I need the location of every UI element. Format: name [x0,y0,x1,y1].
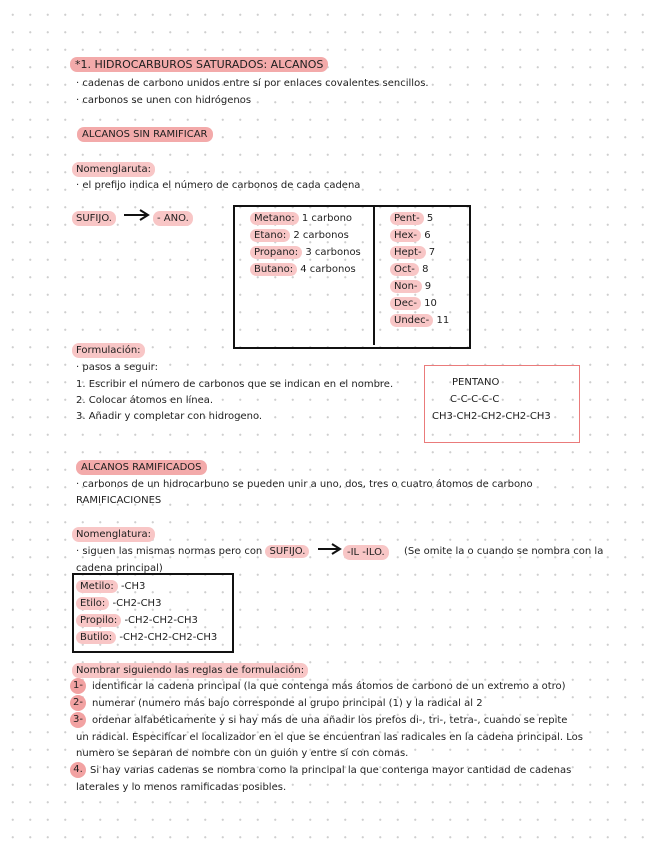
nomenclature-rule-note: (Se omite la o cuando se nombra con la [404,546,604,557]
radical-row: Etilo: -CH2-CH3 [76,597,161,610]
table-row: Non- 9 [390,280,431,293]
table-row: Hept- 7 [390,246,435,259]
reglas-label: Nombrar siguiendo las reglas de formulación: [72,663,308,678]
rule-line: un radical. Especificar el localizador en el que se encuentran las radicales en la cadena principal. Los [76,732,583,743]
nomenclature-label-2: Nomenglatura: [72,527,155,542]
arrow-right-icon [316,542,344,556]
intro-line-2: · carbonos se unen con hidrógenos [76,95,252,106]
rule-line: numerar (numero más bajo corresponde al grupo principal (1) y la radical al 2 [92,698,483,709]
rule-line: laterales y lo menos ramificadas posibles. [76,782,287,793]
table-row: Dec- 10 [390,297,437,310]
formulacion-label: Formulación: [72,343,145,358]
rule-line: Si hay varias cadenas se nombra como la principal la que contenga mayor cantidad de cadenas [90,765,572,776]
nomenclature-rule-value: -IL -ILO. [343,545,389,560]
arrow-right-icon [122,208,152,222]
table-row: Undec- 11 [390,314,449,327]
intro-line-1: · cadenas de carbono unidos entre sí por enlaces covalentes sencillos. [76,78,429,89]
nomenclature-rule-note-2: cadena principal) [76,563,163,574]
table-row: Oct- 8 [390,263,428,276]
page-title: *1. HIDROCARBUROS SATURADOS: ALCANOS [70,57,328,72]
heading-ramificados: ALCANOS RAMIFICADOS [76,460,207,475]
suffix-label: SUFIJO. [72,211,116,226]
formulacion-step: 2. Colocar átomos en línea. [76,395,214,406]
table-row: Butano: 4 carbonos [250,263,356,276]
radical-row: Butilo: -CH2-CH2-CH2-CH3 [76,631,217,644]
nomenclature-label-1: Nomenglaruta: [72,162,155,177]
step-number: 2- [70,695,86,711]
radical-row: Propilo: -CH2-CH2-CH3 [76,614,198,627]
example-box [424,365,580,443]
ramificados-text: · carbonos de un hidrocarbuno se pueden unir a uno, dos, tres o cuatro átomos de carbono [76,479,533,490]
nomenclature-rule: · siguen las mismas normas pero con SUFIJO. [76,545,309,558]
formulacion-step: 3. Añadir y completar con hidrogeno. [76,411,263,422]
step-number: 4. [70,762,86,778]
prefix-table-divider [373,207,375,345]
ramificados-text: RAMIFICACIONES [76,495,162,506]
table-row: Etano: 2 carbonos [250,229,349,242]
example-name: PENTANO [452,377,500,388]
example-formula: CH3-CH2-CH2-CH2-CH3 [432,411,551,422]
heading-sin-ramificar: ALCANOS SIN RAMIFICAR [77,127,213,142]
rule-line: identificar la cadena principal (la que contenga más átomos de carbono de un extremo a otro) [92,681,566,692]
step-number: 1- [70,678,86,694]
formulacion-step: 1. Escribir el número de carbonos que se indican en el nombre. [76,379,394,390]
suffix-value: - ANO. [153,211,193,226]
rule-line: ordenar alfabéticamente y si hay más de una añadir los prefos di-, tri-, tetra-, cuando se repite [92,715,568,726]
table-row: Metano: 1 carbono [250,212,352,225]
example-chain: C-C-C-C-C [450,394,500,405]
step-number: 3- [70,712,86,728]
radical-row: Metilo: -CH3 [76,580,145,593]
rule-line: numero se separan de nombre con un guión y entre sí con comas. [76,748,409,759]
formulacion-step: · pasos a seguir: [76,362,158,373]
table-row: Hex- 6 [390,229,431,242]
nomenclature-text-1: · el prefijo indica el número de carbonos de cada cadena [76,180,361,191]
table-row: Pent- 5 [390,212,433,225]
table-row: Propano: 3 carbonos [250,246,361,259]
prefix-table [233,205,471,349]
